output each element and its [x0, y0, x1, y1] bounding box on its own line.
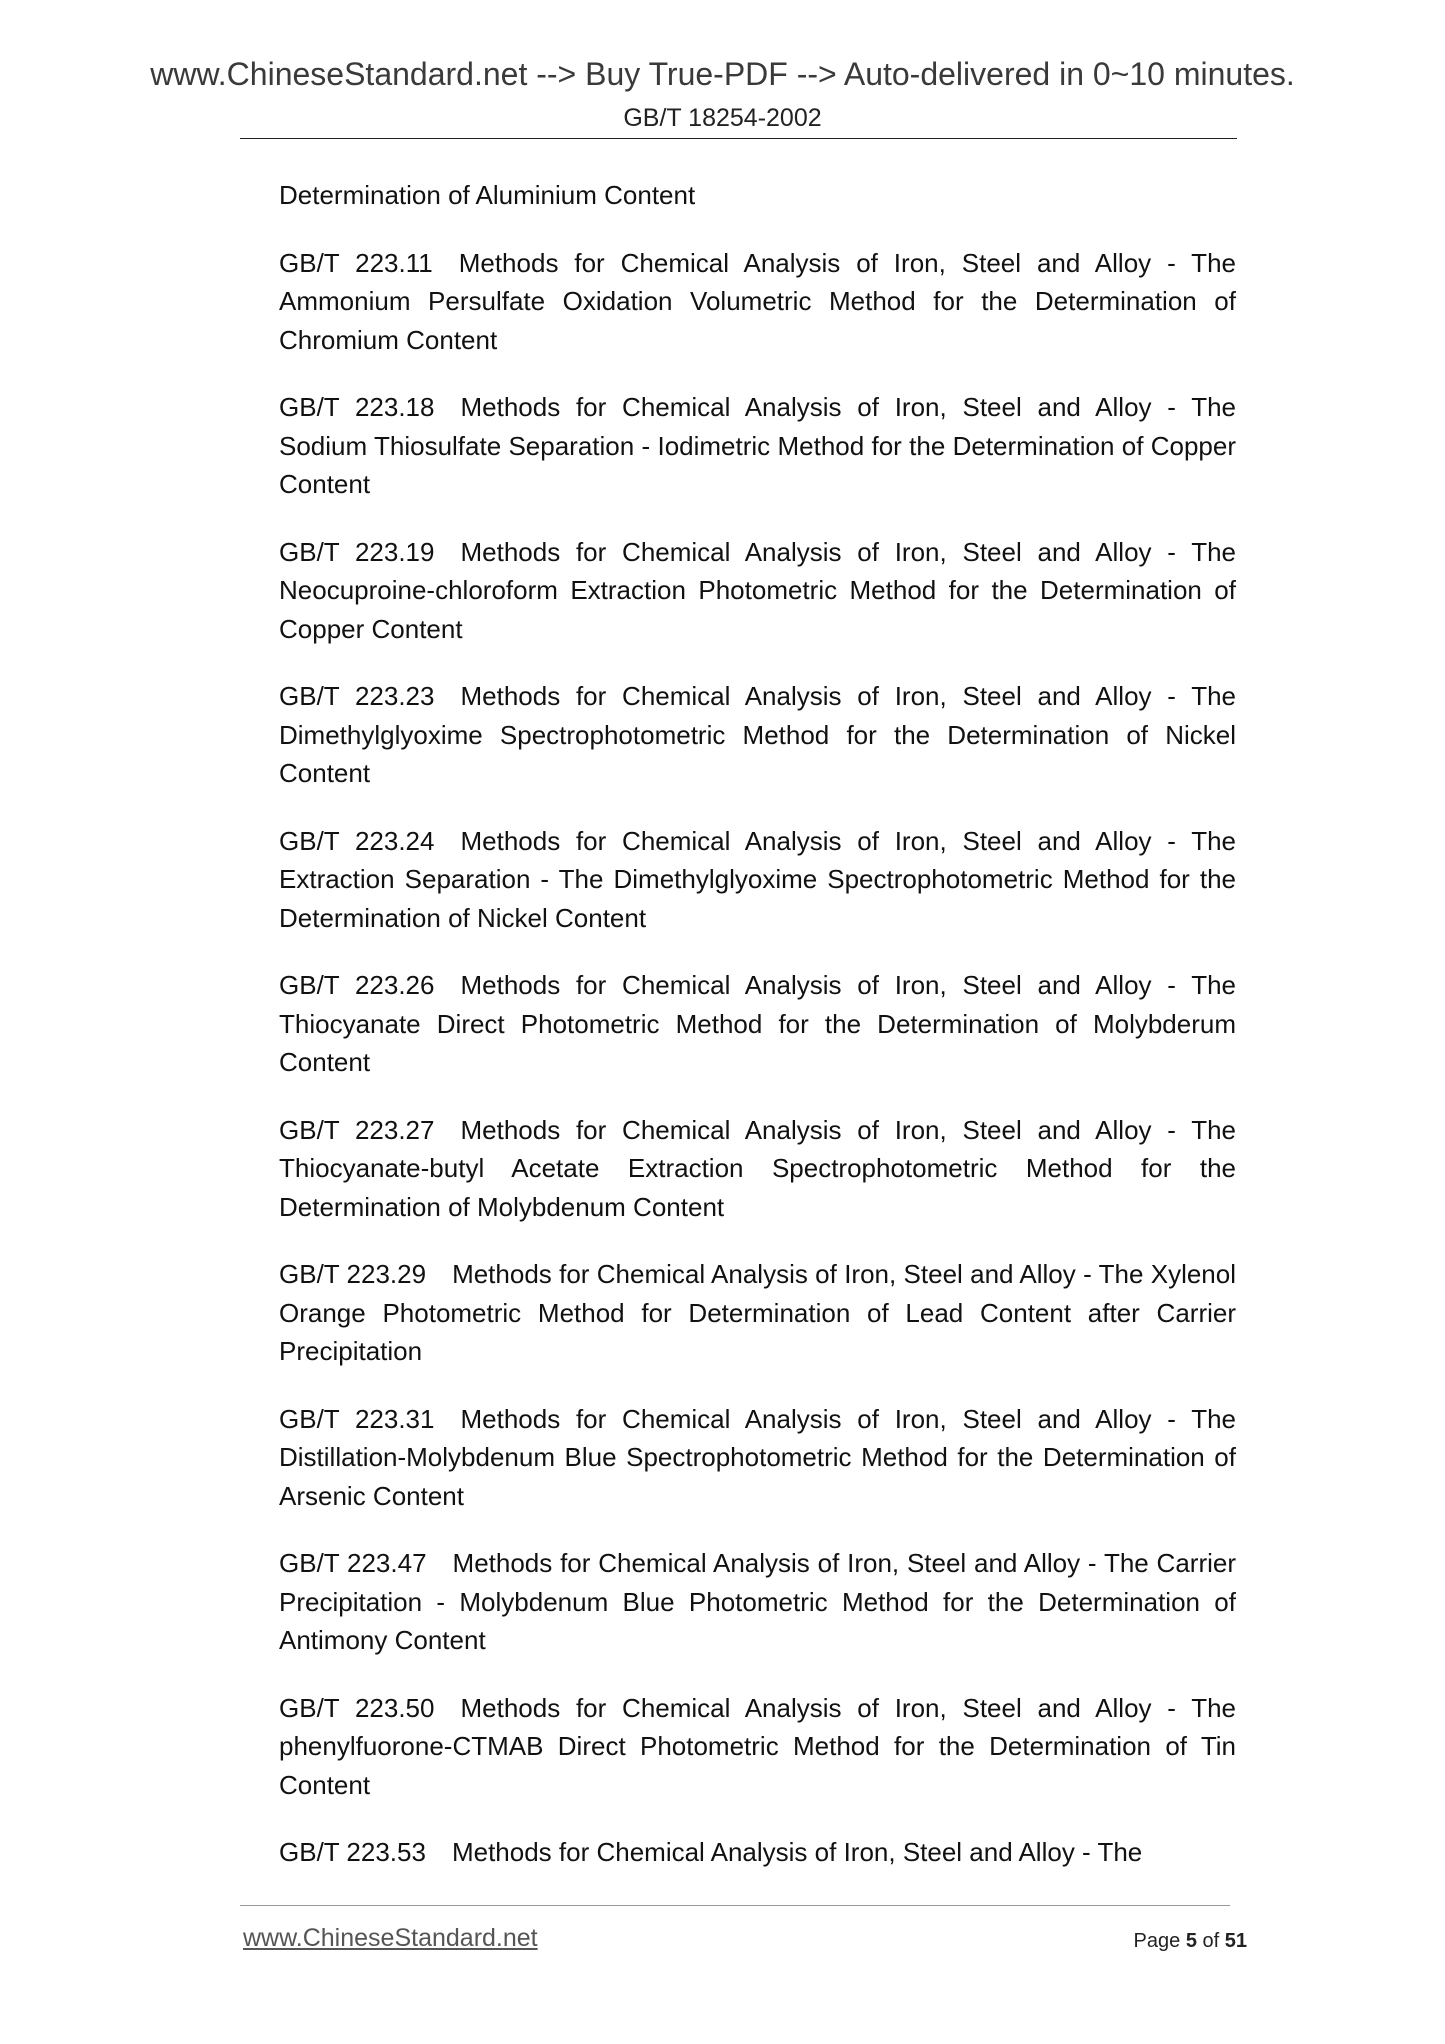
reference-item: [279, 388, 1236, 504]
continued-title: Determination of Aluminium Content: [279, 180, 696, 210]
page-label: Page: [1133, 1930, 1181, 1952]
reference-item: [279, 966, 1236, 1082]
reference-title: Methods for Chemical Analysis of Iron, Steel and Alloy - The Carrier Precipitation - Molybdenum Blue Photometric Method for the Determination of Antimony Content: [279, 1548, 1236, 1655]
reference-code: GB/T 223.29: [279, 1259, 427, 1289]
header-divider: [240, 138, 1237, 139]
reference-code: GB/T 223.24: [279, 825, 435, 856]
reference-title: Methods for Chemical Analysis of Iron, Steel and Alloy - The Xylenol Orange Photometric Method for Determination of Lead Content after Carrier Precipitation: [279, 1259, 1236, 1366]
reference-item: [279, 1689, 1236, 1805]
reference-item: [279, 533, 1236, 649]
reference-title: Methods for Chemical Analysis of Iron, Steel and Alloy - The Thiocyanate Direct Photometric Method for the Determination of Molybderum Content: [279, 970, 1237, 1077]
page-total: 51: [1224, 1930, 1247, 1952]
reference-code: GB/T 223.50: [279, 1692, 435, 1723]
reference-title: Methods for Chemical Analysis of Iron, Steel and Alloy - The Thiocyanate-butyl Acetate Extraction Spectrophotometric Method for the Determination of Molybdenum Content: [279, 1114, 1237, 1222]
reference-item: [279, 1833, 1236, 1872]
reference-code: GB/T 223.27: [279, 1114, 435, 1145]
reference-code: GB/T 223.11: [279, 247, 433, 278]
reference-item: [279, 677, 1236, 793]
reference-title: Methods for Chemical Analysis of Iron, Steel and Alloy - The Dimethylglyoxime Spectrophotometric Method for the Determination of Nickel Content: [279, 681, 1237, 788]
reference-item: [279, 1544, 1236, 1660]
reference-item: [279, 244, 1236, 360]
reference-title: Methods for Chemical Analysis of Iron, Steel and Alloy - The Neocuproine-chloroform Extraction Photometric Method for the Determination of Copper Content: [279, 536, 1237, 644]
reference-title: Methods for Chemical Analysis of Iron, Steel and Alloy - The Sodium Thiosulfate Separation - Iodimetric Method for the Determination of Copper Content: [279, 392, 1237, 499]
reference-item: [279, 1111, 1236, 1227]
reference-item: [279, 822, 1236, 938]
footer-divider: [240, 1905, 1230, 1906]
page-number: 5: [1185, 1930, 1197, 1952]
reference-item: [279, 1255, 1236, 1371]
reference-code: GB/T 223.47: [279, 1548, 427, 1578]
reference-code: GB/T 223.19: [279, 536, 435, 567]
reference-code: GB/T 223.26: [279, 970, 435, 1000]
reference-title: Methods for Chemical Analysis of Iron, Steel and Alloy - The Ammonium Persulfate Oxidation Volumetric Method for the Determination of Chromium Content: [279, 247, 1236, 355]
reference-code: GB/T 223.31: [279, 1403, 435, 1434]
footer-site-link[interactable]: www.ChineseStandard.net: [243, 1924, 538, 1952]
page-indicator: [1134, 1930, 1247, 1953]
reference-code: GB/T 223.53: [279, 1837, 426, 1867]
reference-code: GB/T 223.23: [279, 681, 435, 711]
reference-code: GB/T 223.18: [279, 392, 435, 422]
document-code: GB/T 18254-2002: [623, 104, 822, 132]
reference-list: [279, 244, 1236, 1872]
reference-title: Methods for Chemical Analysis of Iron, Steel and Alloy - The: [451, 1837, 1143, 1867]
site-banner: www.ChineseStandard.net --> Buy True-PDF --> Auto-delivered in 0~10 minutes.: [150, 56, 1295, 92]
document-body: [279, 176, 1236, 1901]
reference-title: Methods for Chemical Analysis of Iron, Steel and Alloy - The phenylfuorone-CTMAB Direct Photometric Method for the Determination of Tin Content: [279, 1692, 1237, 1800]
reference-title: Methods for Chemical Analysis of Iron, Steel and Alloy - The Distillation-Molybdenum Blue Spectrophotometric Method for the Determination of Arsenic Content: [279, 1403, 1237, 1511]
reference-item: [279, 1400, 1236, 1516]
reference-title: Methods for Chemical Analysis of Iron, Steel and Alloy - The Extraction Separation - The Dimethylglyoxime Spectrophotometric Method for the Determination of Nickel Content: [279, 825, 1237, 933]
page-of-label: of: [1202, 1930, 1220, 1952]
